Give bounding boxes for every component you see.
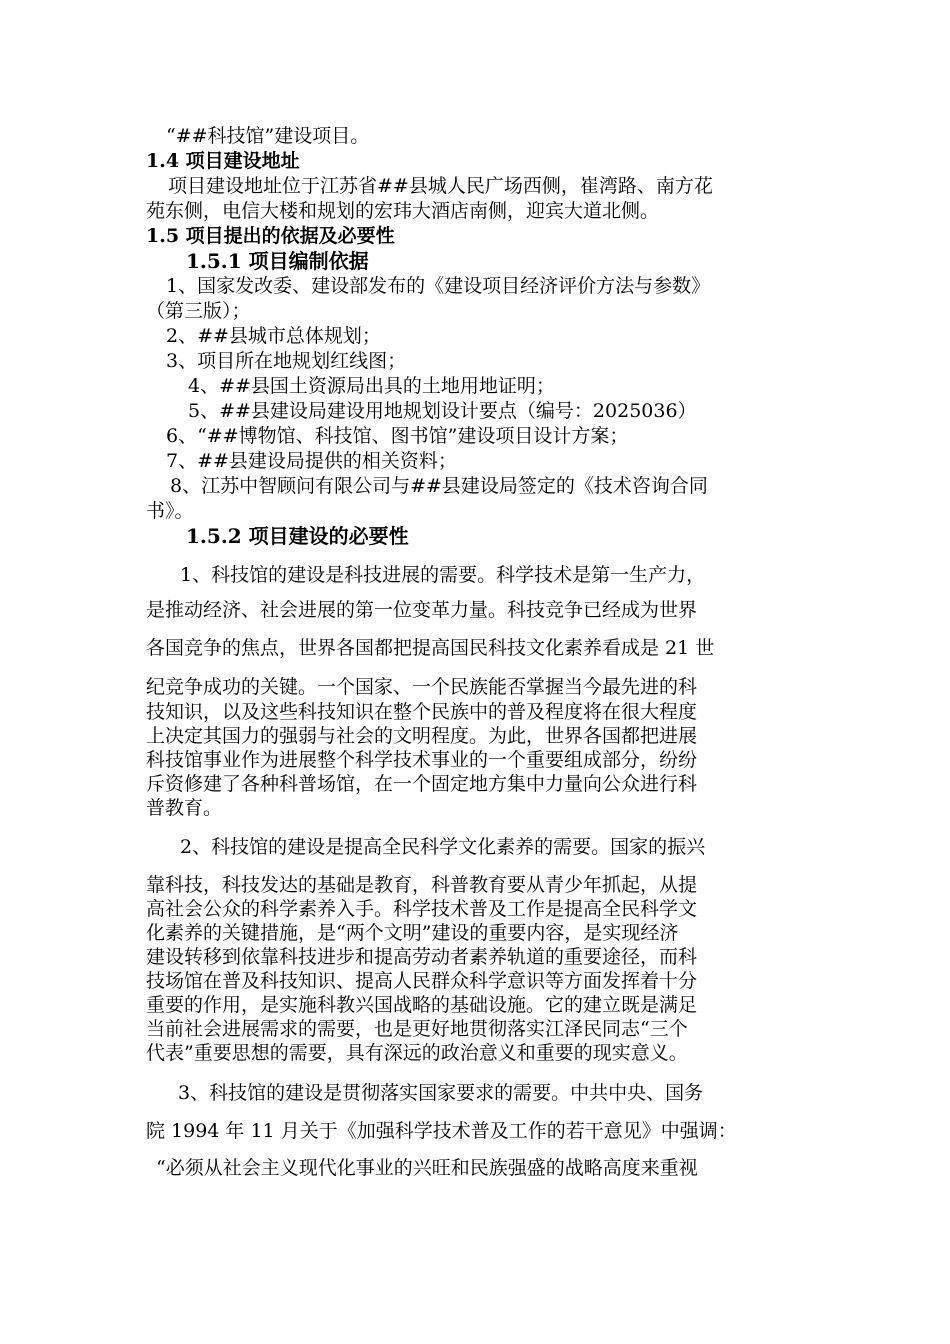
paragraph-line: 技场馆在普及科技知识、提高人民群众科学意识等方面发挥着十分 — [146, 970, 698, 992]
paragraph-line: 院 1994 年 11 月关于《加强科学技术普及工作的若干意见》中强调： — [146, 1120, 737, 1142]
paragraph-line: 2、科技馆的建设是提高全民科学文化素养的需要。国家的振兴 — [180, 836, 706, 858]
list-item: 4、##县国土资源局出具的土地用地证明； — [188, 375, 555, 397]
list-item: 6、“##博物馆、科技馆、图书馆”建设项目设计方案； — [166, 425, 629, 447]
paragraph-line: 靠科技，科技发达的基础是教育，科普教育要从青少年抓起，从提 — [146, 874, 698, 896]
list-item: 7、##县建设局提供的相关资料； — [166, 450, 457, 472]
paragraph-line: 上决定其国力的强弱与社会的文明程度。为此，世界各国都把进展 — [146, 725, 698, 747]
text-line: “##科技馆”建设项目。 — [166, 125, 370, 147]
paragraph-line: 科技馆事业作为进展整个科学技术事业的一个重要组成部分，纷纷 — [146, 749, 698, 771]
paragraph-line: 3、科技馆的建设是贯彻落实国家要求的需要。中共中央、国务 — [178, 1082, 704, 1104]
paragraph-line: 各国竞争的焦点，世界各国都把提高国民科技文化素养看成是 21 世 — [146, 637, 715, 659]
paragraph-line: 1、科技馆的建设是科技进展的需要。科学技术是第一生产力， — [180, 564, 706, 586]
paragraph-line: 代表”重要思想的需要，具有深远的政治意义和重要的现实意义。 — [146, 1042, 688, 1064]
section-heading: 1.5 项目提出的依据及必要性 — [146, 225, 395, 247]
paragraph-line: 重要的作用，是实施科教兴国战略的基础设施。它的建立既是满足 — [146, 994, 698, 1016]
paragraph-line: 高社会公众的科学素养入手。科学技术普及工作是提高全民科学文 — [146, 898, 698, 920]
subsection-heading: 1.5.1 项目编制依据 — [186, 249, 369, 273]
list-item: 2、##县城市总体规划； — [166, 325, 381, 347]
section-heading: 1.4 项目建设地址 — [146, 150, 300, 172]
paragraph-line: “必须从社会主义现代化事业的兴旺和民族强盛的战略高度来重视 — [156, 1157, 698, 1179]
paragraph-line: 普教育。 — [146, 797, 223, 819]
paragraph-line: 技知识，以及这些科技知识在整个民族中的普及程度将在很大程度 — [146, 701, 698, 723]
text-line: （第三版）； — [146, 300, 251, 322]
text-line: 项目建设地址位于江苏省##县城人民广场西侧，崔湾路、南方花 — [168, 175, 713, 197]
text-line: 苑东侧，电信大楼和规划的宏玮大酒店南侧，迎宾大道北侧。 — [146, 200, 660, 222]
list-item: 3、项目所在地规划红线图； — [166, 350, 407, 372]
paragraph-line: 建设转移到依靠科技进步和提高劳动者素养轨道的重要途径，而科 — [146, 946, 698, 968]
text-line: 书》。 — [146, 500, 194, 522]
list-item: 8、江苏中智顾问有限公司与##县建设局签定的《技术咨询合同 — [170, 475, 708, 497]
paragraph-line: 化素养的关键措施，是“两个文明”建设的重要内容，是实现经济 — [146, 922, 679, 944]
list-item: 5、##县建设局建设用地规划设计要点（编号：2025036） — [188, 400, 697, 422]
paragraph-line: 纪竞争成功的关键。一个国家、一个民族能否掌握当今最先进的科 — [146, 676, 698, 698]
subsection-heading: 1.5.2 项目建设的必要性 — [186, 524, 409, 548]
paragraph-line: 斥资修建了各种科普场馆，在一个固定地方集中力量向公众进行科 — [146, 773, 698, 795]
paragraph-line: 是推动经济、社会进展的第一位变革力量。科技竞争已经成为世界 — [146, 599, 698, 621]
paragraph-line: 当前社会进展需求的需要，也是更好地贯彻落实江泽民同志“三个 — [146, 1018, 688, 1040]
list-item: 1、国家发改委、建设部发布的《建设项目经济评价方法与参数》 — [166, 275, 711, 297]
